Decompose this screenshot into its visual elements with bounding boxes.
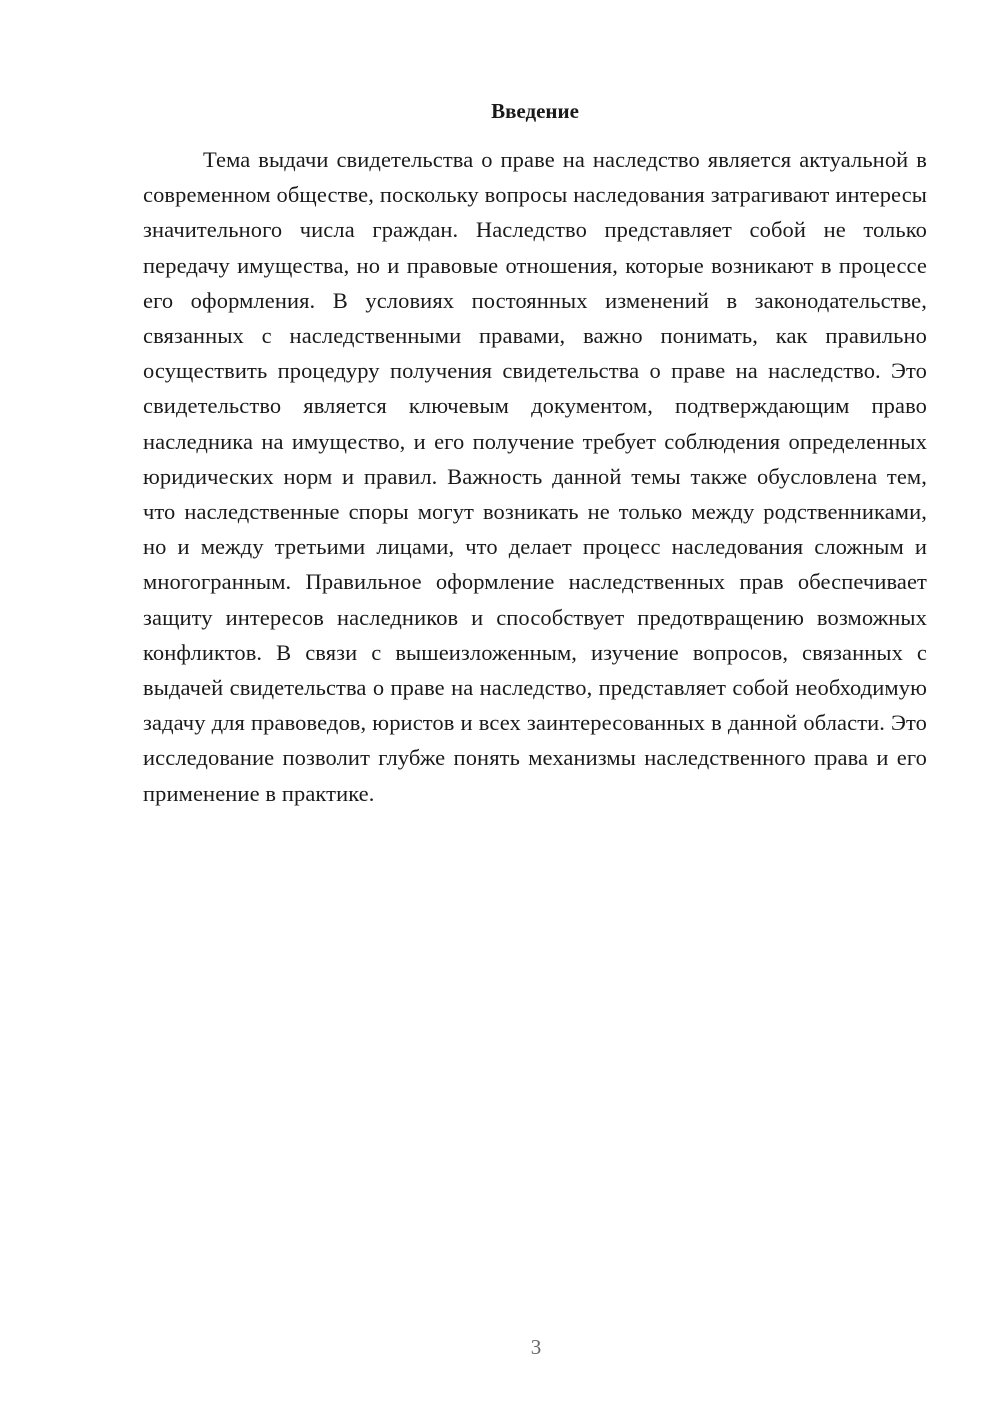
body-paragraph: Тема выдачи свидетельства о праве на наследство является актуальной в современном обществе, поскольку вопросы наследования затрагивают интересы значительного числа граждан. Наследство представляет собой не только передачу имущества, но и правовые отношения, которые возникают в процессе его оформления. В условиях постоянных изменений в законодательстве, связанных с наследственными правами, важно понимать, как правильно осуществить процедуру получения свидетельства о праве на наследство. Это свидетельство является ключевым документом, подтверждающим право наследника на имущество, и его получение требует соблюдения определенных юридических норм и правил. Важность данной темы также обусловлена тем, что наследственные споры могут возникать не только между родственниками, но и между третьими лицами, что делает процесс наследования сложным и многогранным. Правильное оформление наследственных прав обеспечивает защиту интересов наследников и способствует предотвращению возможных конфликтов. В связи с вышеизложенным, изучение вопросов, связанных с выдачей свидетельства о праве на наследство, представляет собой необходимую задачу для правоведов, юристов и всех заинтересованных в данной области. Это исследование позволит глубже понять механизмы наследственного права и его применение в практике.: [143, 147, 927, 806]
section-heading: Введение: [491, 99, 579, 123]
page-number: 3: [530, 1335, 542, 1359]
